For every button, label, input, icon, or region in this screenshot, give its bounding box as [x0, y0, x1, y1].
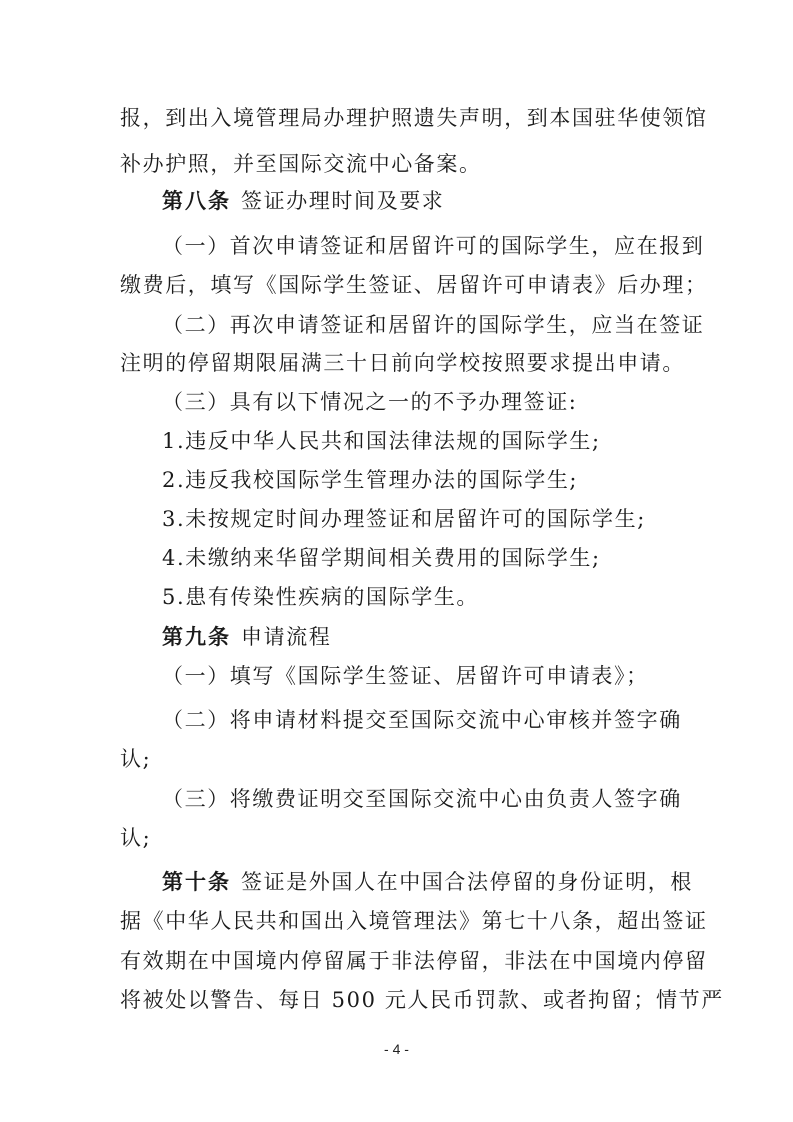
- paragraph-line: 据《中华人民共和国出入境管理法》第七十八条，超出签证: [120, 909, 708, 933]
- paragraph-line: 有效期在中国境内停留属于非法停留，非法在中国境内停留: [120, 949, 708, 973]
- paragraph-line: 认;: [120, 826, 152, 850]
- article-9: [162, 617, 722, 657]
- paragraph-line: （三）具有以下情况之一的不予办理签证:: [162, 390, 578, 414]
- article-8-heading: 第八条: [162, 189, 231, 213]
- list-item: 3.未按规定时间办理签证和居留许可的国际学生;: [162, 507, 646, 531]
- article-10-heading: 第十条: [162, 870, 231, 894]
- article-10: [162, 862, 722, 902]
- paragraph-line: 将被处以警告、每日 500 元人民币罚款、或者拘留；情节严: [120, 988, 724, 1012]
- paragraph-line: （二）将申请材料提交至国际交流中心审核并签字确: [162, 708, 682, 732]
- paragraph-line: 补办护照，并至国际交流中心备案。: [120, 152, 482, 176]
- paragraph-line: （一）填写《国际学生签证、居留许可申请表》；: [162, 664, 649, 688]
- list-item: 5.患有传染性疾病的国际学生。: [162, 585, 480, 609]
- article-8-title: 签证办理时间及要求: [241, 189, 445, 213]
- article-9-title: 申请流程: [241, 625, 332, 649]
- article-10-text: 签证是外国人在中国合法停留的身份证明，根: [241, 870, 693, 894]
- paragraph-line: （三）将缴费证明交至国际交流中心由负责人签字确: [162, 787, 682, 811]
- paragraph-line: 认;: [120, 747, 152, 771]
- paragraph-line: 注明的停留期限届满三十日前向学校按照要求提出申请。: [120, 351, 685, 375]
- paragraph-line: 报，到出入境管理局办理护照遗失声明，到本国驻华使领馆: [120, 106, 708, 130]
- paragraph-line: 缴费后，填写《国际学生签证、居留许可申请表》后办理；: [120, 273, 708, 297]
- paragraph-line: （一）首次申请签证和居留许可的国际学生，应在报到: [162, 234, 705, 258]
- list-item: 1.违反中华人民共和国法律法规的国际学生;: [162, 429, 601, 453]
- list-item: 2.违反我校国际学生管理办法的国际学生;: [162, 468, 579, 492]
- paragraph-line: （二）再次申请签证和居留许的国际学生，应当在签证: [162, 313, 705, 337]
- article-9-heading: 第九条: [162, 625, 231, 649]
- article-8: [162, 181, 722, 221]
- page-number: - 4 -: [384, 1041, 409, 1057]
- list-item: 4.未缴纳来华留学期间相关费用的国际学生;: [162, 546, 601, 570]
